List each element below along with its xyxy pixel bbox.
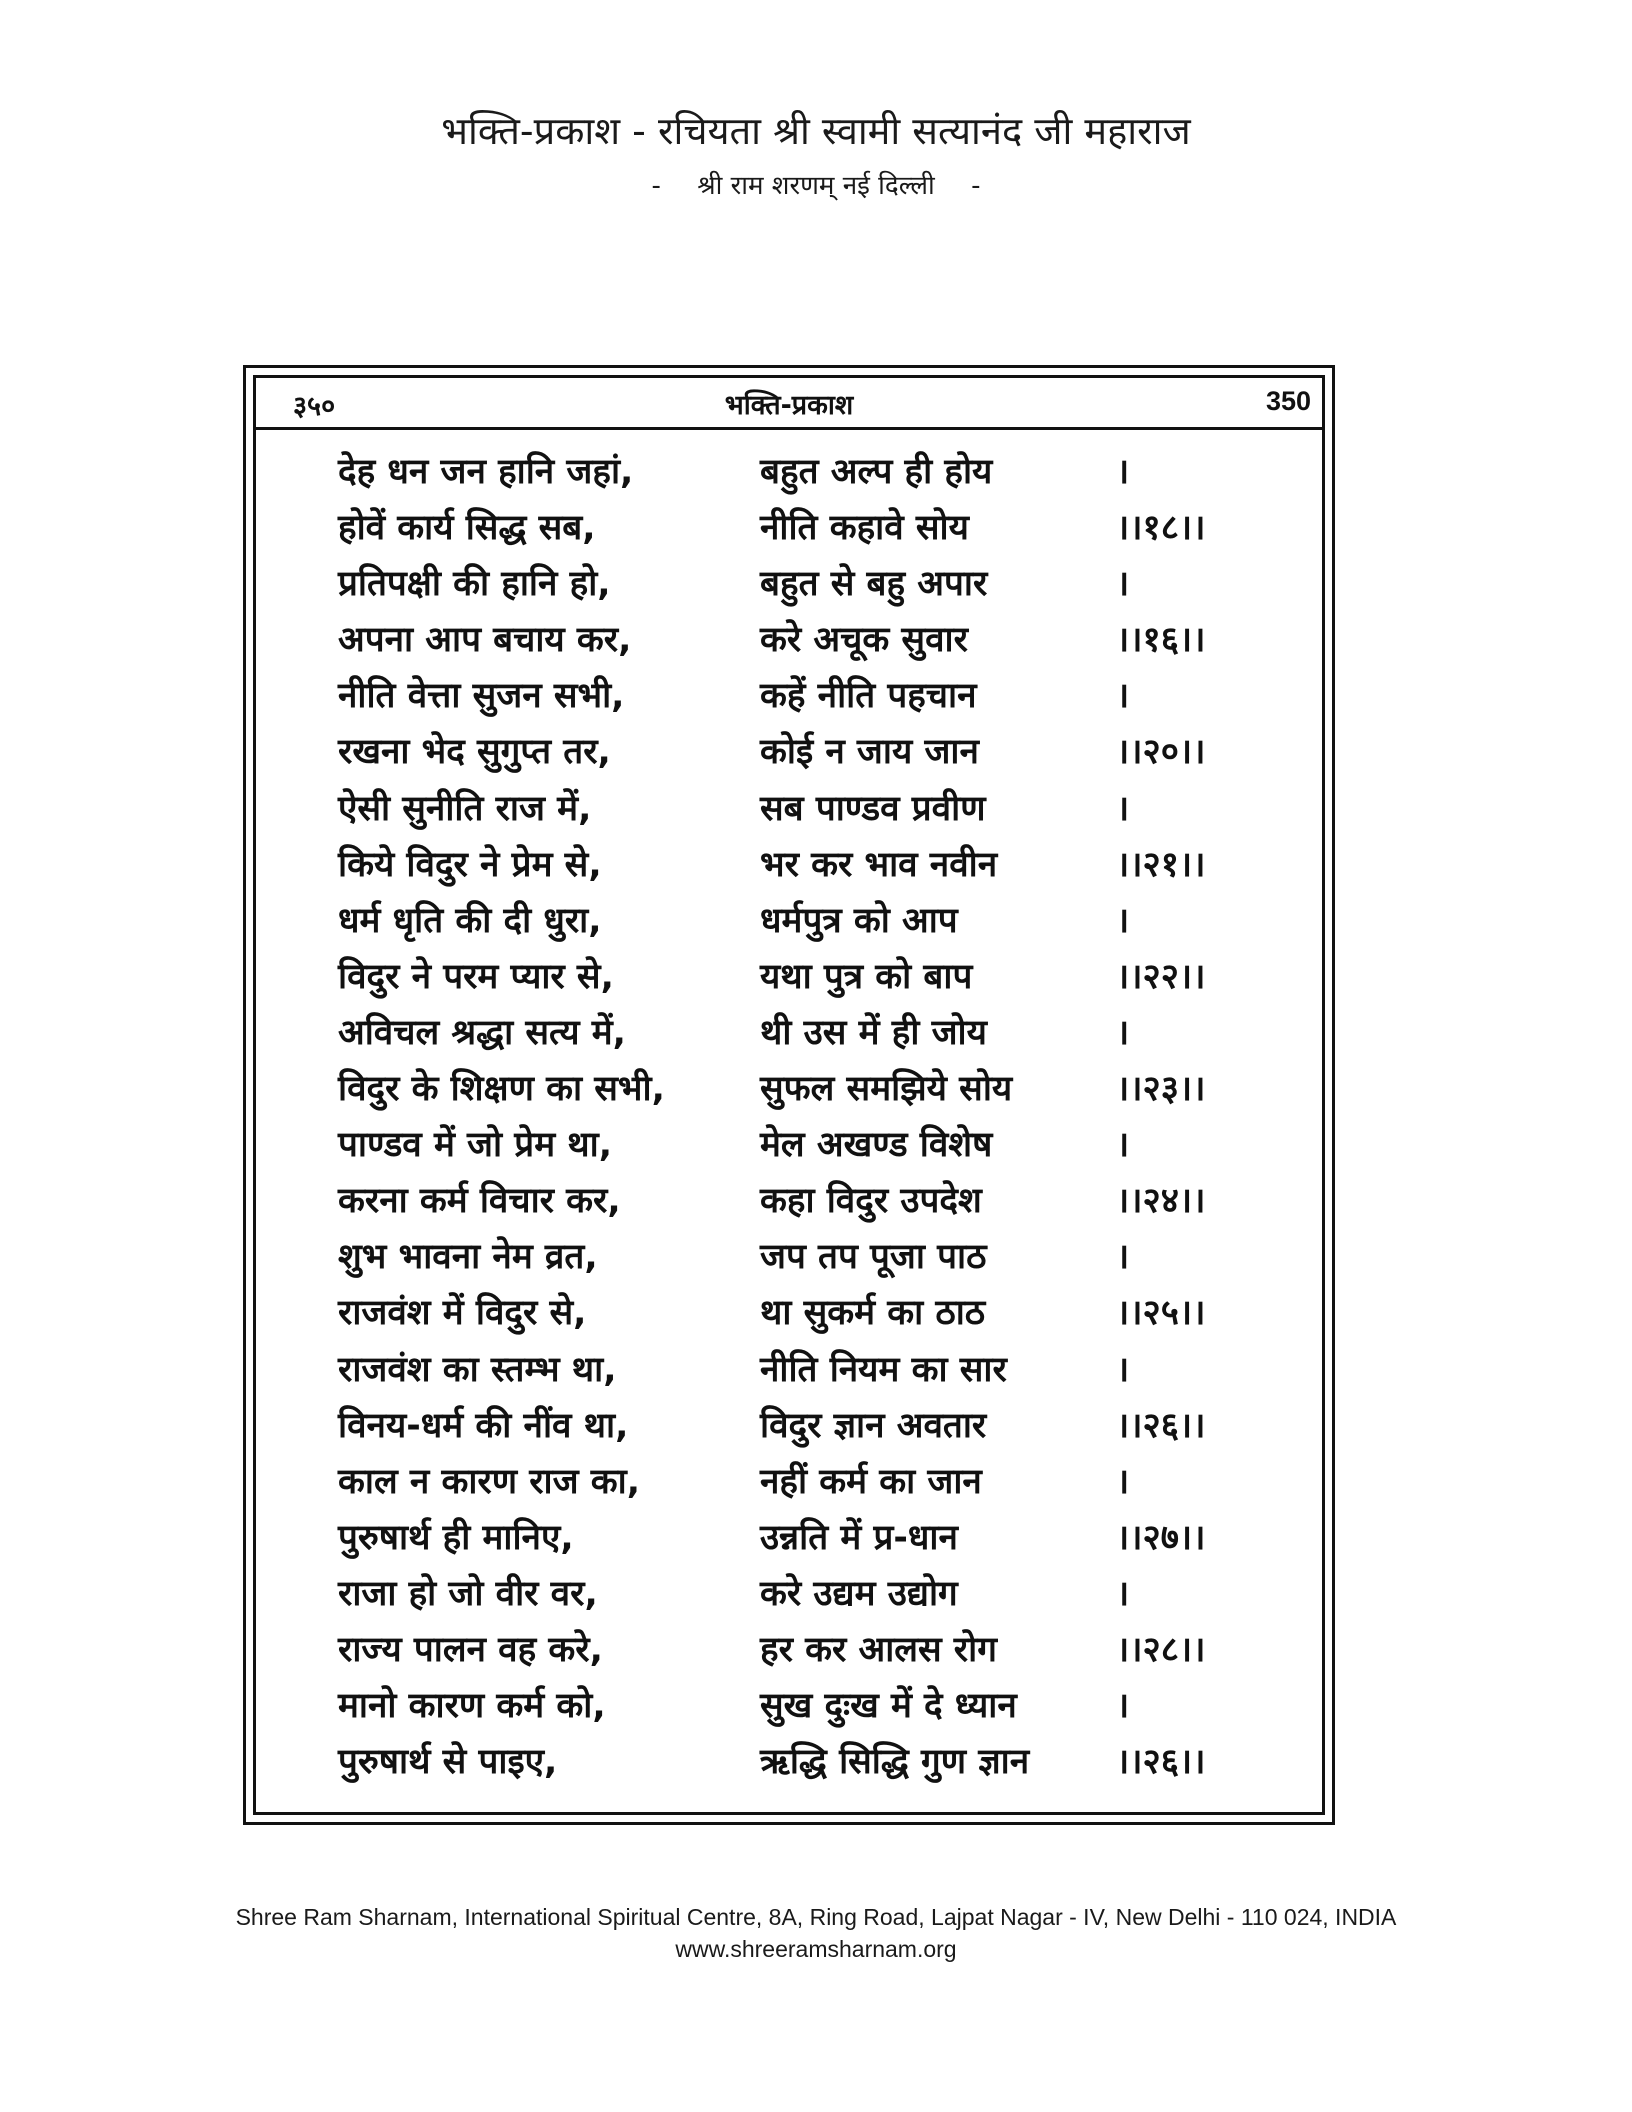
verse-first-half: अविचल श्रद्धा सत्य में, — [338, 1012, 626, 1053]
book-title: भक्ति-प्रकाश — [724, 390, 854, 421]
verse-second-half: हर कर आलस रोग — [760, 1629, 997, 1670]
verse-second-half: उन्नति में प्र-धान — [760, 1517, 958, 1558]
verse-number: ।।२३।। — [1116, 1069, 1206, 1110]
verse-second-half: बहुत अल्प ही होय — [760, 452, 993, 492]
verse-second-half: कोई न जाय जान — [760, 732, 979, 773]
verse-second-half: कहा विदुर उपदेश — [760, 1181, 982, 1222]
page-header — [253, 378, 1325, 430]
verse-second-half: था सुकर्म का ठाठ — [760, 1293, 986, 1334]
verse-line — [338, 1454, 1238, 1510]
verse-line — [338, 781, 1238, 837]
verse-line — [338, 500, 1238, 556]
verse-second-half: कहें नीति पहचान — [760, 676, 977, 717]
verse-second-half: नहीं कर्म का जान — [760, 1461, 982, 1502]
document-title: भक्ति-प्रकाश - रचियता श्री स्वामी सत्यानंद जी महाराज — [441, 109, 1191, 153]
verse-list — [338, 444, 1238, 1790]
verse-line — [338, 1173, 1238, 1229]
verse-line — [338, 893, 1238, 949]
verse-line — [338, 1734, 1238, 1790]
subtitle-dash-left: - — [651, 171, 661, 201]
verse-number: ।।२१।। — [1116, 844, 1206, 885]
verse-first-half: विदुर के शिक्षण का सभी, — [338, 1069, 665, 1110]
verse-number: ।।२६।। — [1116, 1742, 1206, 1783]
verse-first-half: मानो कारण कर्म को, — [338, 1686, 606, 1727]
verse-first-half: पुरुषार्थ ही मानिए, — [338, 1517, 574, 1558]
verse-first-half: किये विदुर ने प्रेम से, — [338, 844, 602, 885]
verse-number: ।।२७।। — [1116, 1517, 1206, 1558]
verse-second-half: जप तप पूजा पाठ — [760, 1237, 987, 1278]
verse-line — [338, 1061, 1238, 1117]
verse-first-half: अपना आप बचाय कर, — [338, 620, 632, 661]
verse-first-half: प्रतिपक्षी की हानि हो, — [338, 564, 611, 605]
verse-number: । — [1116, 564, 1130, 605]
verse-first-half: पुरुषार्थ से पाइए, — [338, 1742, 558, 1783]
verse-number: ।।२६।। — [1116, 1405, 1206, 1446]
verse-second-half: यथा पुत्र को बाप — [760, 956, 973, 997]
verse-second-half: नीति नियम का सार — [760, 1349, 1007, 1390]
verse-second-half: थी उस में ही जोय — [760, 1012, 987, 1053]
verse-first-half: नीति वेत्ता सुजन सभी, — [338, 676, 625, 717]
verse-first-half: शुभ भावना नेम व्रत, — [338, 1237, 598, 1278]
verse-second-half: नीति कहावे सोय — [760, 508, 969, 549]
verse-line — [338, 1285, 1238, 1341]
verse-line — [338, 1678, 1238, 1734]
verse-second-half: बहुत से बहु अपार — [760, 564, 988, 605]
verse-second-half: विदुर ज्ञान अवतार — [760, 1405, 987, 1446]
verse-first-half: राज्य पालन वह करे, — [338, 1629, 603, 1670]
verse-line — [338, 612, 1238, 668]
verse-second-half: धर्मपुत्र को आप — [760, 900, 958, 941]
verse-first-half: देह धन जन हानि जहां, — [338, 452, 634, 492]
verse-number: ।।१६।। — [1116, 620, 1206, 661]
verse-first-half: काल न कारण राज का, — [338, 1461, 640, 1502]
verse-line — [338, 949, 1238, 1005]
verse-number: । — [1116, 1012, 1130, 1053]
verse-first-half: पाण्डव में जो प्रेम था, — [338, 1125, 613, 1166]
verse-first-half: विनय-धर्म की नींव था, — [338, 1405, 629, 1446]
footer-address: Shree Ram Sharnam, International Spiritual Centre, 8A, Ring Road, Lajpat Nagar - IV, New Delhi - 110 024, INDIA — [235, 1904, 1397, 1930]
verse-first-half: राजवंश का स्तम्भ था, — [338, 1349, 617, 1390]
verse-line — [338, 1229, 1238, 1285]
verse-line — [338, 668, 1238, 724]
subtitle-text: श्री राम शरणम् नई दिल्ली — [697, 171, 935, 201]
verse-number: । — [1116, 900, 1130, 941]
verse-number: । — [1116, 1349, 1130, 1390]
verse-number: ।।२५।। — [1116, 1293, 1206, 1334]
verse-line — [338, 1005, 1238, 1061]
verse-first-half: होवें कार्य सिद्ध सब, — [338, 508, 596, 549]
verse-number: । — [1116, 1461, 1130, 1502]
verse-line — [338, 1117, 1238, 1173]
verse-number: ।।२२।। — [1116, 956, 1206, 997]
verse-first-half: विदुर ने परम प्यार से, — [338, 956, 614, 997]
verse-second-half: ऋद्धि सिद्धि गुण ज्ञान — [760, 1742, 1030, 1783]
verse-number: । — [1116, 676, 1130, 717]
verse-second-half: करे उद्यम उद्योग — [760, 1573, 958, 1614]
subtitle-dash-right: - — [971, 171, 981, 201]
verse-first-half: ऐसी सुनीति राज में, — [338, 788, 592, 829]
page-number: 350 — [1265, 386, 1311, 416]
verse-number: । — [1116, 452, 1130, 492]
verse-line — [338, 1622, 1238, 1678]
verse-second-half: मेल अखण्ड विशेष — [760, 1125, 993, 1166]
verse-line — [338, 1566, 1238, 1622]
verse-number: । — [1116, 788, 1130, 829]
verse-line — [338, 1398, 1238, 1454]
page-number-hindi: ३५० — [293, 391, 336, 422]
verse-number: । — [1116, 1125, 1130, 1166]
verse-number: ।।२८।। — [1116, 1629, 1206, 1670]
verse-first-half: राजवंश में विदुर से, — [338, 1293, 587, 1334]
verse-line — [338, 556, 1238, 612]
verse-first-half: करना कर्म विचार कर, — [338, 1181, 621, 1222]
verse-first-half: राजा हो जो वीर वर, — [338, 1573, 598, 1614]
verse-second-half: भर कर भाव नवीन — [760, 844, 998, 885]
verse-number: । — [1116, 1573, 1130, 1614]
verse-line — [338, 1510, 1238, 1566]
verse-second-half: सुख दुःख में दे ध्यान — [760, 1686, 1017, 1727]
verse-number: । — [1116, 1237, 1130, 1278]
verse-number: ।।२४।। — [1116, 1181, 1206, 1222]
verse-number: ।।१८।। — [1116, 508, 1206, 549]
verse-line — [338, 444, 1238, 500]
footer-website: www.shreeramsharnam.org — [675, 1936, 957, 1962]
verse-first-half: धर्म धृति की दी धुरा, — [338, 900, 602, 941]
document-subtitle — [0, 166, 1632, 202]
verse-line — [338, 837, 1238, 893]
verse-number: । — [1116, 1686, 1130, 1727]
verse-line — [338, 724, 1238, 780]
verse-second-half: सुफल समझिये सोय — [760, 1069, 1013, 1110]
verse-second-half: सब पाण्डव प्रवीण — [760, 788, 986, 829]
verse-first-half: रखना भेद सुगुप्त तर, — [338, 732, 611, 773]
verse-number: ।।२०।। — [1116, 732, 1206, 773]
verse-second-half: करे अचूक सुवार — [760, 620, 968, 661]
verse-line — [338, 1342, 1238, 1398]
